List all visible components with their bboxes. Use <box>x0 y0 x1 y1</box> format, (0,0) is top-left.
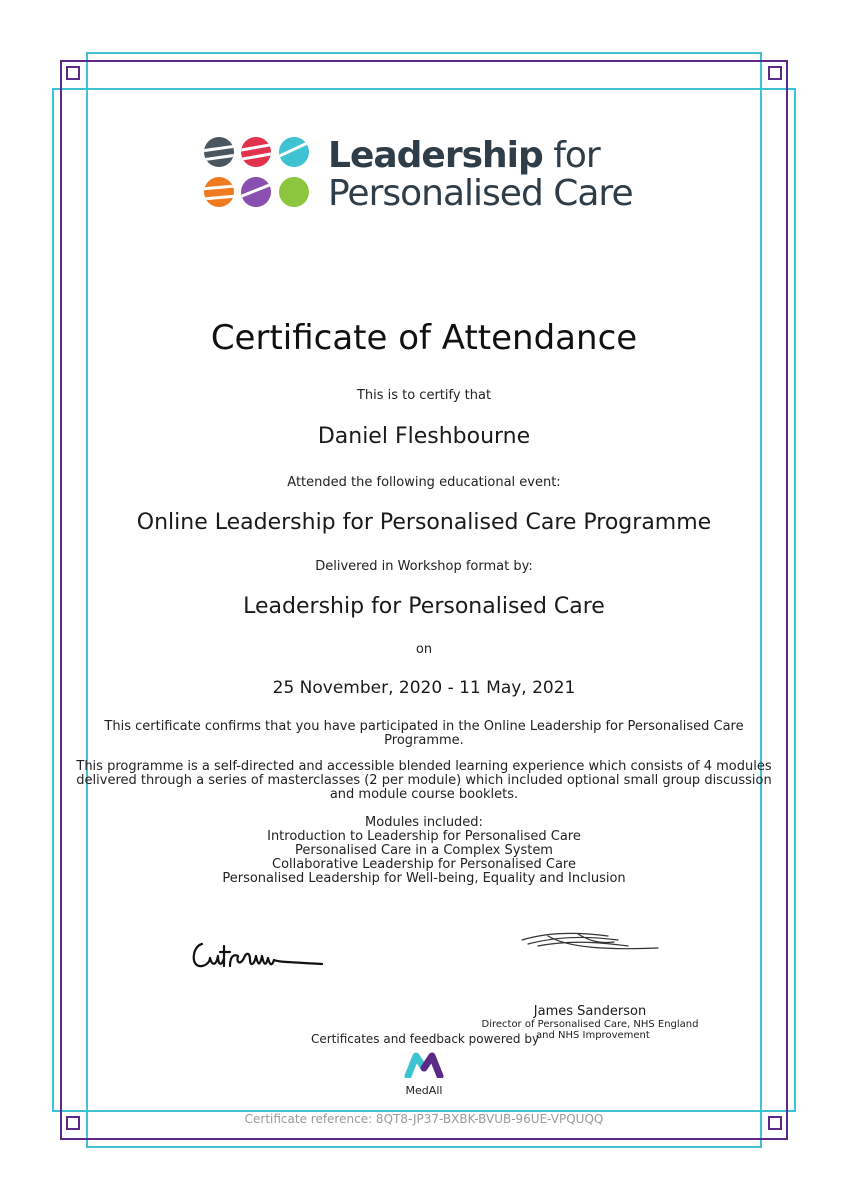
certificate-title: Certificate of Attendance <box>210 318 638 358</box>
powered-by-text: Certificates and feedback powered by <box>310 1032 540 1046</box>
confirmation-paragraph <box>90 720 758 748</box>
signatory-role-line-2: and NHS Improvement <box>536 1030 650 1041</box>
modules-list <box>90 816 758 886</box>
attended-intro: Attended the following educational event: <box>287 475 561 490</box>
confirmation-line-2: Programme. <box>384 733 464 748</box>
module-item: Personalised Care in a Complex System <box>295 843 553 858</box>
signatory-name: James Sanderson <box>533 1004 647 1019</box>
corner-square-bottom-left <box>66 1116 80 1130</box>
certificate-reference: Certificate reference: 8QT8-JP37-BXBK-BVUB-96UE-VPQUQQ <box>244 1112 604 1126</box>
date-range: 25 November, 2020 - 11 May, 2021 <box>272 678 576 698</box>
logo-line-2: Personalised Care <box>328 173 633 214</box>
module-item: Collaborative Leadership for Personalised Care <box>272 857 576 872</box>
medall-logo <box>394 1052 454 1097</box>
programme-line-1: This programme is a self-directed and accessible blended learning experience which consists of 4 modules <box>76 759 772 774</box>
medall-mark-icon <box>404 1052 444 1078</box>
leadership-logo <box>202 136 652 216</box>
confirmation-line-1: This certificate confirms that you have participated in the Online Leadership for Personalised Care <box>104 719 744 734</box>
certify-intro: This is to certify that <box>356 388 492 403</box>
logo-line-1 <box>328 135 600 176</box>
on-label: on <box>415 642 433 657</box>
module-item: Introduction to Leadership for Personalised Care <box>267 829 581 844</box>
logo-word-leadership: Leadership <box>328 135 543 176</box>
provider-name: Leadership for Personalised Care <box>243 594 605 619</box>
event-name: Online Leadership for Personalised Care Programme <box>136 510 712 535</box>
corner-square-bottom-right <box>768 1116 782 1130</box>
logo-mark-icon <box>202 136 324 212</box>
modules-heading: Modules included: <box>365 815 483 830</box>
medall-name: MedAll <box>405 1084 443 1097</box>
recipient-name: Daniel Fleshbourne <box>317 424 531 449</box>
delivered-intro: Delivered in Workshop format by: <box>315 559 533 574</box>
signature-right-image <box>518 926 664 956</box>
programme-line-3: and module course booklets. <box>329 787 519 802</box>
logo-word-for: for <box>553 135 600 176</box>
module-item: Personalised Leadership for Well-being, Equality and Inclusion <box>222 871 626 886</box>
programme-line-2: delivered through a series of masterclasses (2 per module) which included optional small group discussion <box>76 773 772 788</box>
corner-square-top-left <box>66 66 80 80</box>
signatory-role-line-1: Director of Personalised Care, NHS England <box>481 1019 699 1030</box>
programme-paragraph <box>70 760 778 802</box>
corner-square-top-right <box>768 66 782 80</box>
signature-left-image <box>188 932 328 976</box>
